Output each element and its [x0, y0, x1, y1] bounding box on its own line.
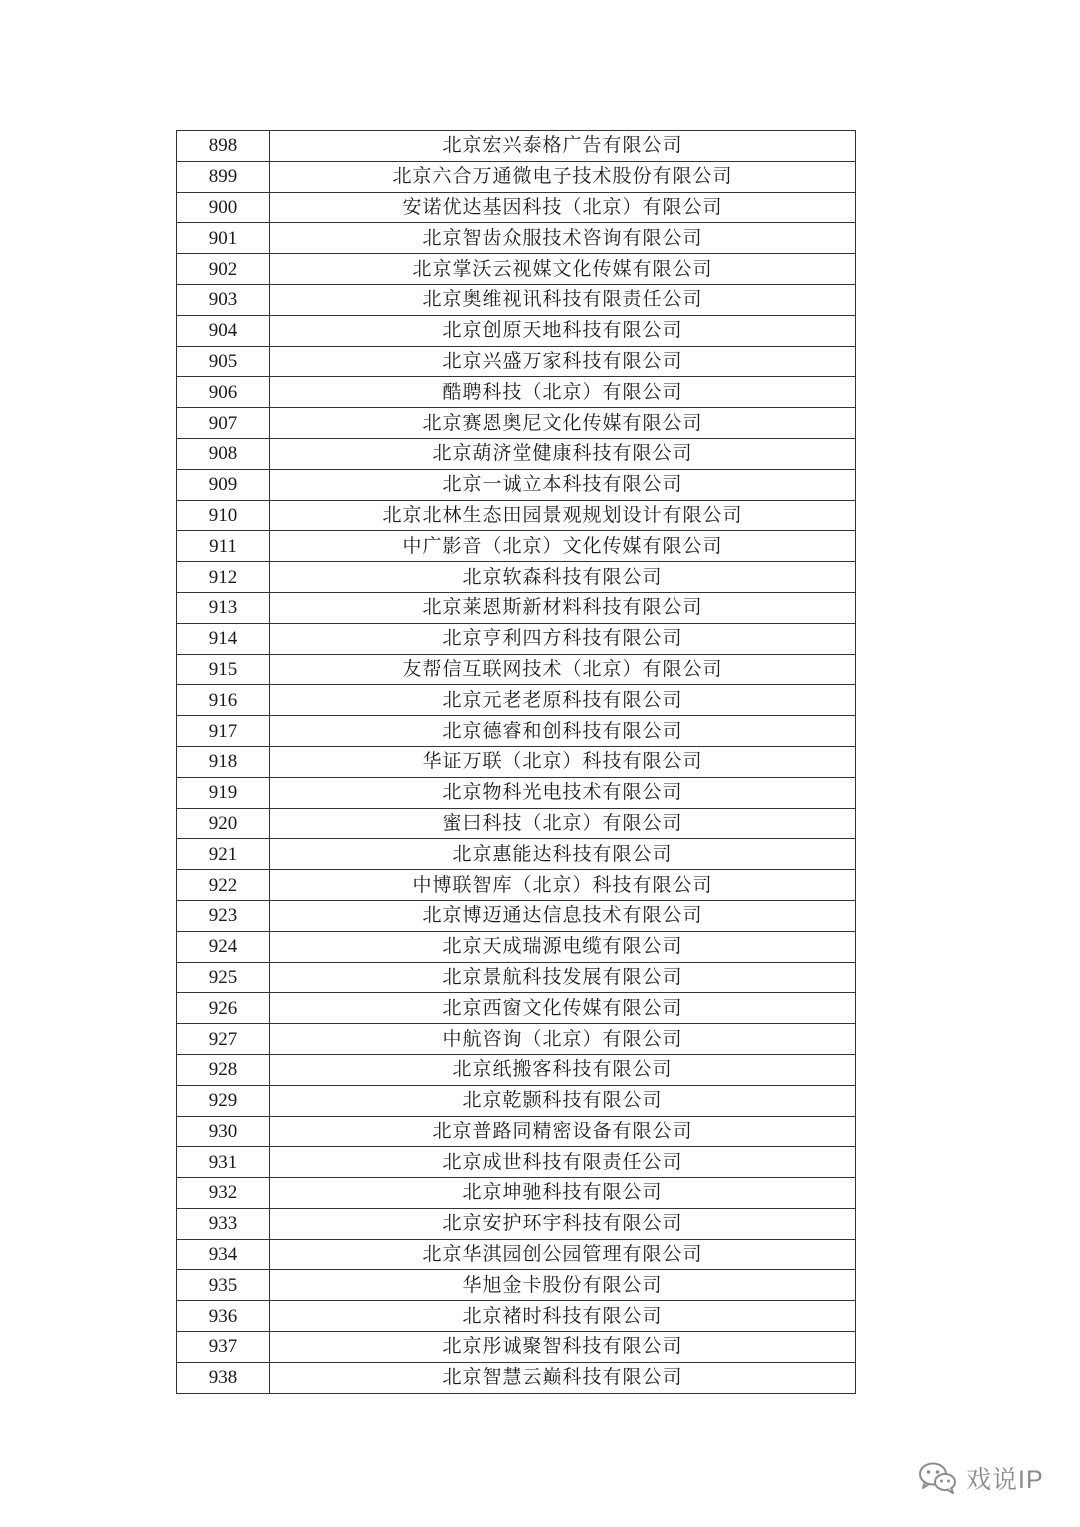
table-row: [177, 716, 856, 747]
table-row: [177, 839, 856, 870]
row-number: 931: [177, 1147, 270, 1178]
table-row: [177, 870, 856, 901]
row-number: 912: [177, 562, 270, 593]
company-name: 北京莱恩斯新材料科技有限公司: [270, 592, 856, 623]
table-row: [177, 1024, 856, 1055]
table-row: [177, 1362, 856, 1393]
company-name: 北京葫济堂健康科技有限公司: [270, 438, 856, 469]
company-name: 安诺优达基因科技（北京）有限公司: [270, 192, 856, 223]
company-name: 北京六合万通微电子技术股份有限公司: [270, 161, 856, 192]
row-number: 906: [177, 377, 270, 408]
row-number: 928: [177, 1054, 270, 1085]
company-name: 北京兴盛万家科技有限公司: [270, 346, 856, 377]
table-row: [177, 284, 856, 315]
row-number: 908: [177, 438, 270, 469]
table-row: [177, 746, 856, 777]
row-number: 910: [177, 500, 270, 531]
table-row: [177, 777, 856, 808]
company-name: 北京元老老原科技有限公司: [270, 685, 856, 716]
row-number: 926: [177, 993, 270, 1024]
table-row: [177, 223, 856, 254]
table-row: [177, 346, 856, 377]
company-name: 北京亨利四方科技有限公司: [270, 623, 856, 654]
row-number: 936: [177, 1301, 270, 1332]
company-name: 北京普路同精密设备有限公司: [270, 1116, 856, 1147]
table-row: [177, 1239, 856, 1270]
company-name: 华旭金卡股份有限公司: [270, 1270, 856, 1301]
row-number: 902: [177, 254, 270, 285]
company-name: 北京华淇园创公园管理有限公司: [270, 1239, 856, 1270]
company-name: 北京纸搬客科技有限公司: [270, 1054, 856, 1085]
row-number: 930: [177, 1116, 270, 1147]
table-row: [177, 685, 856, 716]
table-row: [177, 1332, 856, 1363]
company-name: 北京软森科技有限公司: [270, 562, 856, 593]
company-name: 中广影音（北京）文化传媒有限公司: [270, 531, 856, 562]
company-name: 北京掌沃云视媒文化传媒有限公司: [270, 254, 856, 285]
company-list-body: [177, 131, 856, 1394]
company-name: 北京天成瑞源电缆有限公司: [270, 931, 856, 962]
company-name: 北京智齿众服技术咨询有限公司: [270, 223, 856, 254]
company-list-table-container: [176, 130, 856, 1394]
company-name: 蜜曰科技（北京）有限公司: [270, 808, 856, 839]
row-number: 898: [177, 131, 270, 162]
row-number: 938: [177, 1362, 270, 1393]
row-number: 899: [177, 161, 270, 192]
table-row: [177, 962, 856, 993]
row-number: 925: [177, 962, 270, 993]
table-row: [177, 1085, 856, 1116]
row-number: 914: [177, 623, 270, 654]
table-row: [177, 592, 856, 623]
company-name: 北京创原天地科技有限公司: [270, 315, 856, 346]
row-number: 903: [177, 284, 270, 315]
table-row: [177, 192, 856, 223]
row-number: 917: [177, 716, 270, 747]
company-name: 北京景航科技发展有限公司: [270, 962, 856, 993]
table-row: [177, 900, 856, 931]
table-row: [177, 1301, 856, 1332]
company-name: 北京智慧云巅科技有限公司: [270, 1362, 856, 1393]
row-number: 900: [177, 192, 270, 223]
table-row: [177, 438, 856, 469]
company-name: 北京成世科技有限责任公司: [270, 1147, 856, 1178]
company-name: 北京北林生态田园景观规划设计有限公司: [270, 500, 856, 531]
row-number: 929: [177, 1085, 270, 1116]
table-row: [177, 131, 856, 162]
table-row: [177, 408, 856, 439]
company-name: 北京宏兴泰格广告有限公司: [270, 131, 856, 162]
row-number: 907: [177, 408, 270, 439]
table-row: [177, 562, 856, 593]
row-number: 915: [177, 654, 270, 685]
row-number: 927: [177, 1024, 270, 1055]
row-number: 913: [177, 592, 270, 623]
row-number: 933: [177, 1208, 270, 1239]
company-list-table: [176, 130, 856, 1394]
table-row: [177, 161, 856, 192]
row-number: 921: [177, 839, 270, 870]
table-row: [177, 254, 856, 285]
table-row: [177, 1178, 856, 1209]
company-name: 北京安护环宇科技有限公司: [270, 1208, 856, 1239]
row-number: 918: [177, 746, 270, 777]
table-row: [177, 1270, 856, 1301]
company-name: 华证万联（北京）科技有限公司: [270, 746, 856, 777]
table-row: [177, 1116, 856, 1147]
table-row: [177, 654, 856, 685]
row-number: 919: [177, 777, 270, 808]
wechat-icon: [918, 1461, 958, 1495]
row-number: 909: [177, 469, 270, 500]
company-name: 北京乾颢科技有限公司: [270, 1085, 856, 1116]
table-row: [177, 531, 856, 562]
row-number: 916: [177, 685, 270, 716]
table-row: [177, 469, 856, 500]
table-row: [177, 377, 856, 408]
company-name: 中航咨询（北京）有限公司: [270, 1024, 856, 1055]
company-name: 北京坤驰科技有限公司: [270, 1178, 856, 1209]
company-name: 北京物科光电技术有限公司: [270, 777, 856, 808]
table-row: [177, 1208, 856, 1239]
row-number: 937: [177, 1332, 270, 1363]
company-name: 北京褚时科技有限公司: [270, 1301, 856, 1332]
company-name: 中博联智库（北京）科技有限公司: [270, 870, 856, 901]
company-name: 北京博迈通达信息技术有限公司: [270, 900, 856, 931]
watermark: [918, 1460, 1044, 1496]
table-row: [177, 500, 856, 531]
row-number: 934: [177, 1239, 270, 1270]
row-number: 924: [177, 931, 270, 962]
row-number: 922: [177, 870, 270, 901]
company-name: 北京德睿和创科技有限公司: [270, 716, 856, 747]
company-name: 北京彤诚聚智科技有限公司: [270, 1332, 856, 1363]
table-row: [177, 1147, 856, 1178]
row-number: 911: [177, 531, 270, 562]
table-row: [177, 808, 856, 839]
company-name: 北京西窗文化传媒有限公司: [270, 993, 856, 1024]
company-name: 酷聘科技（北京）有限公司: [270, 377, 856, 408]
company-name: 友帮信互联网技术（北京）有限公司: [270, 654, 856, 685]
row-number: 920: [177, 808, 270, 839]
table-row: [177, 315, 856, 346]
company-name: 北京赛恩奥尼文化传媒有限公司: [270, 408, 856, 439]
row-number: 904: [177, 315, 270, 346]
table-row: [177, 623, 856, 654]
table-row: [177, 1054, 856, 1085]
row-number: 935: [177, 1270, 270, 1301]
company-name: 北京惠能达科技有限公司: [270, 839, 856, 870]
company-name: 北京奥维视讯科技有限责任公司: [270, 284, 856, 315]
table-row: [177, 993, 856, 1024]
table-row: [177, 931, 856, 962]
row-number: 905: [177, 346, 270, 377]
row-number: 923: [177, 900, 270, 931]
watermark-text: 戏说IP: [966, 1466, 1044, 1494]
row-number: 901: [177, 223, 270, 254]
row-number: 932: [177, 1178, 270, 1209]
company-name: 北京一诚立本科技有限公司: [270, 469, 856, 500]
